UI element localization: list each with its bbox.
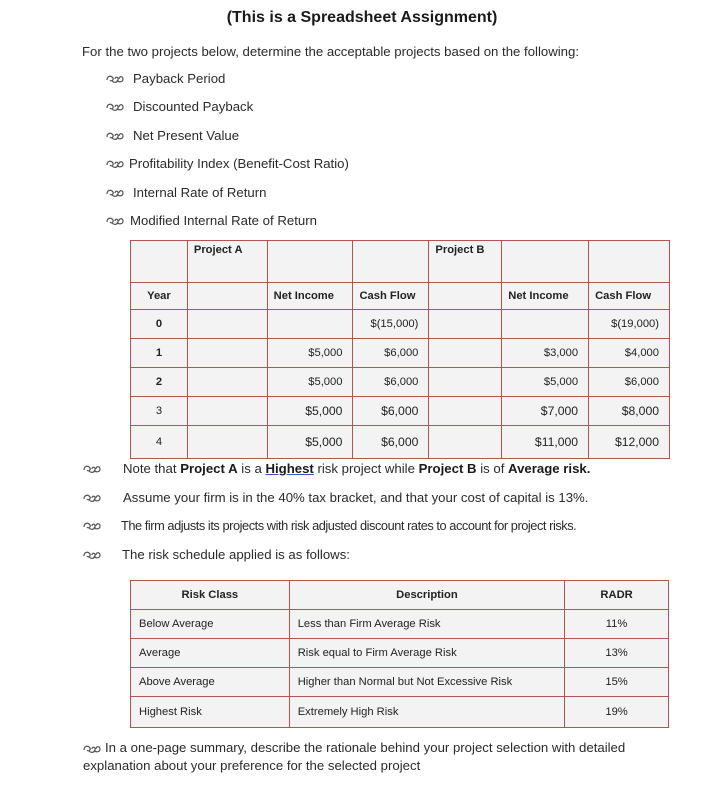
intro-text: For the two projects below, determine the acceptable projects based on the following: xyxy=(82,44,580,59)
year-cell: 4 xyxy=(131,426,188,459)
description-cell: Risk equal to Firm Average Risk xyxy=(289,639,564,668)
criterion-item xyxy=(106,71,225,86)
cash-flow-a-cell: $6,000 xyxy=(353,397,429,426)
year-cell: 0 xyxy=(131,310,188,339)
table-row xyxy=(131,697,669,728)
criterion-item xyxy=(106,128,239,143)
swirl-bullet-icon xyxy=(83,493,101,503)
table-row xyxy=(131,668,669,697)
net-income-b-cell xyxy=(502,310,589,339)
net-income-a-header: Net Income xyxy=(267,283,353,310)
net-income-a-cell: $5,000 xyxy=(267,339,353,368)
cash-flow-b-cell: $12,000 xyxy=(589,426,670,459)
criterion-item xyxy=(106,99,253,114)
page-title: (This is a Spreadsheet Assignment) xyxy=(226,9,498,26)
radr-header: RADR xyxy=(565,581,669,610)
risk-class-cell: Below Average xyxy=(131,610,290,639)
criterion-label: Profitability Index (Benefit-Cost Ratio) xyxy=(129,156,349,171)
risk-class-cell: Highest Risk xyxy=(131,697,290,728)
note-tax xyxy=(83,490,588,505)
description-header: Description xyxy=(289,581,564,610)
swirl-bullet-icon xyxy=(106,216,124,226)
description-cell: Higher than Normal but Not Excessive Risk xyxy=(289,668,564,697)
swirl-bullet-icon xyxy=(83,464,101,474)
criterion-label: Payback Period xyxy=(133,71,226,86)
swirl-bullet-icon xyxy=(83,550,101,560)
note-text: The risk schedule applied is as follows: xyxy=(122,547,350,562)
cash-flow-a-cell: $6,000 xyxy=(353,368,429,397)
table-row xyxy=(131,368,670,397)
radr-cell: 19% xyxy=(565,697,669,728)
note-risk xyxy=(83,461,590,476)
project-b-header: Project B xyxy=(429,241,502,283)
summary-text: In a one-page summary, describe the rationale behind your project selection with detailed explanation about your preference for the selected project xyxy=(83,740,626,773)
project-a-header: Project A xyxy=(187,241,267,283)
year-cell: 2 xyxy=(131,368,188,397)
table-row xyxy=(131,310,670,339)
year-cell: 1 xyxy=(131,339,188,368)
cash-flow-b-cell: $(19,000) xyxy=(589,310,670,339)
net-income-b-cell: $7,000 xyxy=(502,397,589,426)
table-row xyxy=(131,397,670,426)
description-cell: Extremely High Risk xyxy=(289,697,564,728)
table-row xyxy=(131,639,669,668)
note-text: Note that Project A is a Highest risk project while Project B is of Average risk. xyxy=(123,461,591,476)
net-income-b-header: Net Income xyxy=(502,283,589,310)
swirl-bullet-icon xyxy=(106,131,124,141)
radr-cell: 15% xyxy=(565,668,669,697)
table-row xyxy=(131,426,670,459)
risk-schedule-table xyxy=(130,580,669,728)
net-income-a-cell xyxy=(267,310,353,339)
table-row xyxy=(131,610,669,639)
net-income-b-cell: $3,000 xyxy=(502,339,589,368)
net-income-b-cell: $11,000 xyxy=(502,426,589,459)
risk-class-cell: Average xyxy=(131,639,290,668)
cash-flow-a-cell: $6,000 xyxy=(353,426,429,459)
cash-flow-a-cell: $(15,000) xyxy=(353,310,429,339)
cash-flow-b-cell: $4,000 xyxy=(589,339,670,368)
note-text: Assume your firm is in the 40% tax bracket, and that your cost of capital is 13%. xyxy=(123,490,589,505)
swirl-bullet-icon xyxy=(106,74,124,84)
swirl-bullet-icon xyxy=(106,159,124,169)
summary-instruction xyxy=(83,739,673,775)
table-row xyxy=(131,339,670,368)
swirl-bullet-icon xyxy=(106,188,124,198)
swirl-bullet-icon xyxy=(106,102,124,112)
net-income-a-cell: $5,000 xyxy=(267,397,353,426)
net-income-b-cell: $5,000 xyxy=(502,368,589,397)
swirl-bullet-icon xyxy=(83,744,101,754)
criterion-item xyxy=(106,156,349,171)
cash-flow-b-cell: $8,000 xyxy=(589,397,670,426)
criterion-item xyxy=(106,213,317,228)
note-schedule xyxy=(83,547,350,562)
risk-class-header: Risk Class xyxy=(131,581,290,610)
cash-flow-a-cell: $6,000 xyxy=(353,339,429,368)
radr-cell: 13% xyxy=(565,639,669,668)
note-text: The firm adjusts its projects with risk adjusted discount rates to account for project risks. xyxy=(121,518,577,533)
note-radr xyxy=(83,518,576,533)
net-income-a-cell: $5,000 xyxy=(267,368,353,397)
cash-flow-a-header: Cash Flow xyxy=(353,283,429,310)
projects-table xyxy=(130,240,670,459)
net-income-a-cell: $5,000 xyxy=(267,426,353,459)
cash-flow-b-header: Cash Flow xyxy=(589,283,670,310)
criterion-item xyxy=(106,185,266,200)
radr-cell: 11% xyxy=(565,610,669,639)
criterion-label: Modified Internal Rate of Return xyxy=(130,213,317,228)
cash-flow-b-cell: $6,000 xyxy=(589,368,670,397)
year-cell: 3 xyxy=(131,397,188,426)
criterion-label: Net Present Value xyxy=(133,128,240,143)
criterion-label: Discounted Payback xyxy=(133,99,254,114)
year-header: Year xyxy=(131,283,188,310)
criterion-label: Internal Rate of Return xyxy=(133,185,267,200)
description-cell: Less than Firm Average Risk xyxy=(289,610,564,639)
risk-class-cell: Above Average xyxy=(131,668,290,697)
swirl-bullet-icon xyxy=(83,521,101,531)
